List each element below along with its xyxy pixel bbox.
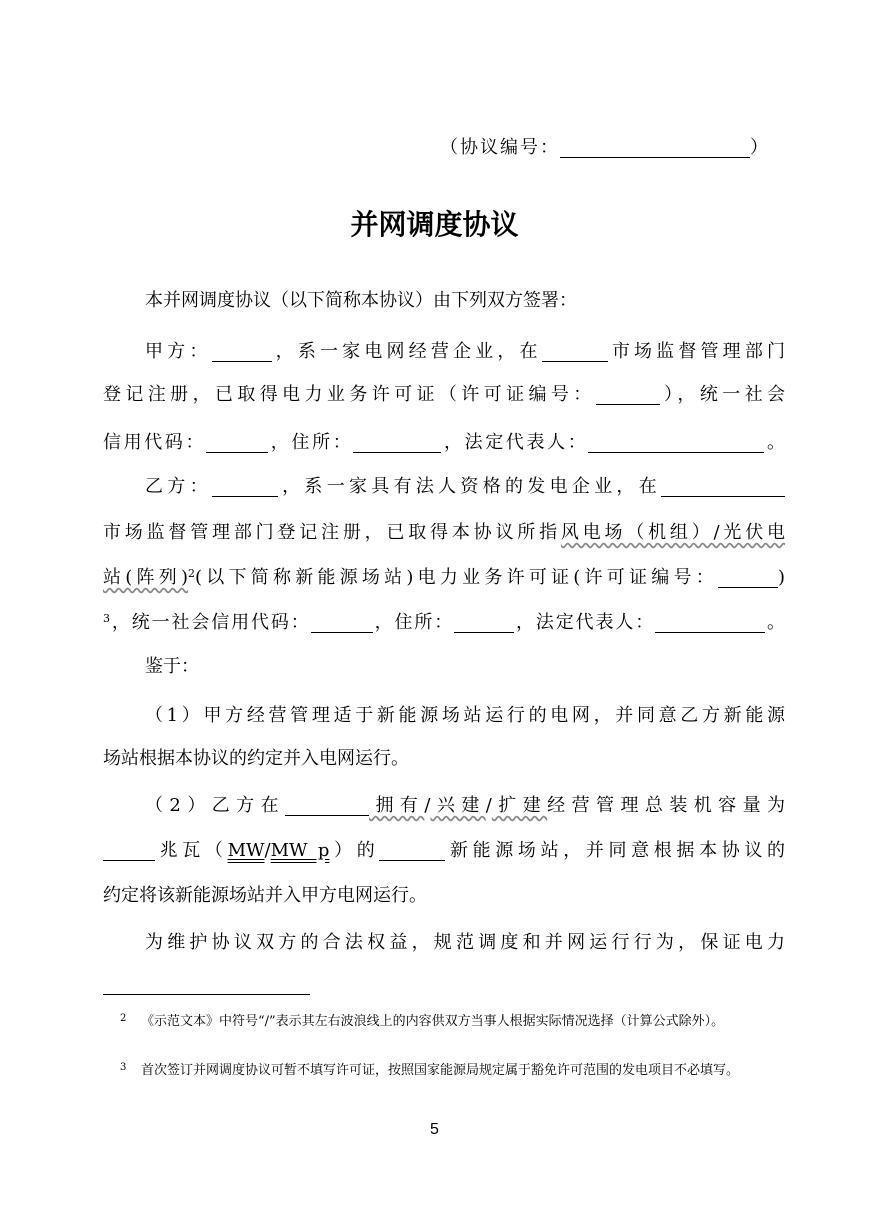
party-b-representative-blank	[655, 612, 765, 633]
clause-1-line-1: （1）甲方经营管理适于新能源场站运行的电网，并同意乙方新能源	[145, 705, 785, 726]
clause-2-location-blank	[285, 795, 369, 816]
party-a-line-2: 登记注册，已取得电力业务许可证（许可证编号： ），统一社会	[103, 384, 785, 405]
page-number: 5	[430, 1121, 439, 1138]
clause-2-line-1: （2）乙方在 拥有/兴建/扩建经营管理总装机容量为	[145, 795, 786, 816]
clause-1-line-2: 场站根据本协议的约定并入电网运行。	[103, 748, 409, 769]
party-b-registry-blank	[661, 476, 785, 497]
agreement-number-label: （协议编号：	[440, 137, 560, 158]
footnote-ref-2: 2	[188, 567, 195, 580]
clause-2-capacity-blank	[103, 840, 155, 861]
document-title: 并网调度协议	[350, 208, 519, 241]
footnote-3: 3 首次签订并网调度协议可暂不填写许可证，按照国家能源局规定属于豁免许可范围的发电项目不必填写。	[120, 1062, 740, 1078]
party-a-registry-blank	[542, 341, 608, 362]
party-b-license-blank	[718, 567, 778, 588]
party-a-credit-code-blank	[206, 432, 268, 453]
footnote-2: 2 《示范文本》中符号“/”表示其左右波浪线上的内容供双方当事人根据实际情况选择（计算公式除外）。	[120, 1013, 725, 1029]
clause-2-line-3: 约定将该新能源场站并入甲方电网运行。	[103, 885, 427, 906]
party-b-line-1: 乙方： ，系一家具有法人资格的发电企业，在	[103, 472, 785, 502]
clause-2-line-2: 兆瓦（MW/MW p）的 新能源场站，并同意根据本协议的	[103, 836, 785, 866]
party-a-name-blank	[212, 341, 272, 362]
whereas-heading: 鉴于：	[145, 656, 199, 677]
footnote-separator	[103, 994, 310, 995]
agreement-number: （协议编号： ）	[440, 137, 770, 158]
party-b-line-4: $^3$，统一社会信用代码： ，住所： ，法定代表人： 。	[103, 612, 786, 633]
party-a-line-3: 信用代码： ，住所： ，法定代表人： 。	[103, 432, 786, 453]
party-a-address-blank	[353, 432, 441, 453]
party-a-line-1: 甲方： ，系一家电网经营企业，在 市场监督管理部门	[145, 341, 786, 362]
footnote-ref-3: 3	[103, 612, 110, 625]
party-b-name-blank	[212, 476, 278, 497]
agreement-number-blank	[560, 137, 750, 158]
clause-2-type-blank	[379, 840, 445, 861]
purpose-paragraph: 为维护协议双方的合法权益，规范调度和并网运行行为，保证电力	[145, 932, 785, 953]
party-b-address-blank	[454, 612, 514, 633]
party-b-line-3: 站(阵列)$^2$(以下简称新能源场站)电力业务许可证(许可证编号： )	[103, 567, 785, 588]
party-b-line-2: 市场监督管理部门登记注册，已取得本协议所指风电场（机组）/光伏电	[103, 522, 785, 543]
party-a-representative-blank	[588, 432, 764, 453]
party-b-credit-code-blank	[311, 612, 373, 633]
party-a-license-blank	[596, 384, 660, 405]
intro-paragraph: 本并网调度协议（以下简称本协议）由下列双方签署：	[145, 290, 577, 311]
party-b-facility-option: 风电场（机组）/光伏电	[560, 522, 785, 543]
